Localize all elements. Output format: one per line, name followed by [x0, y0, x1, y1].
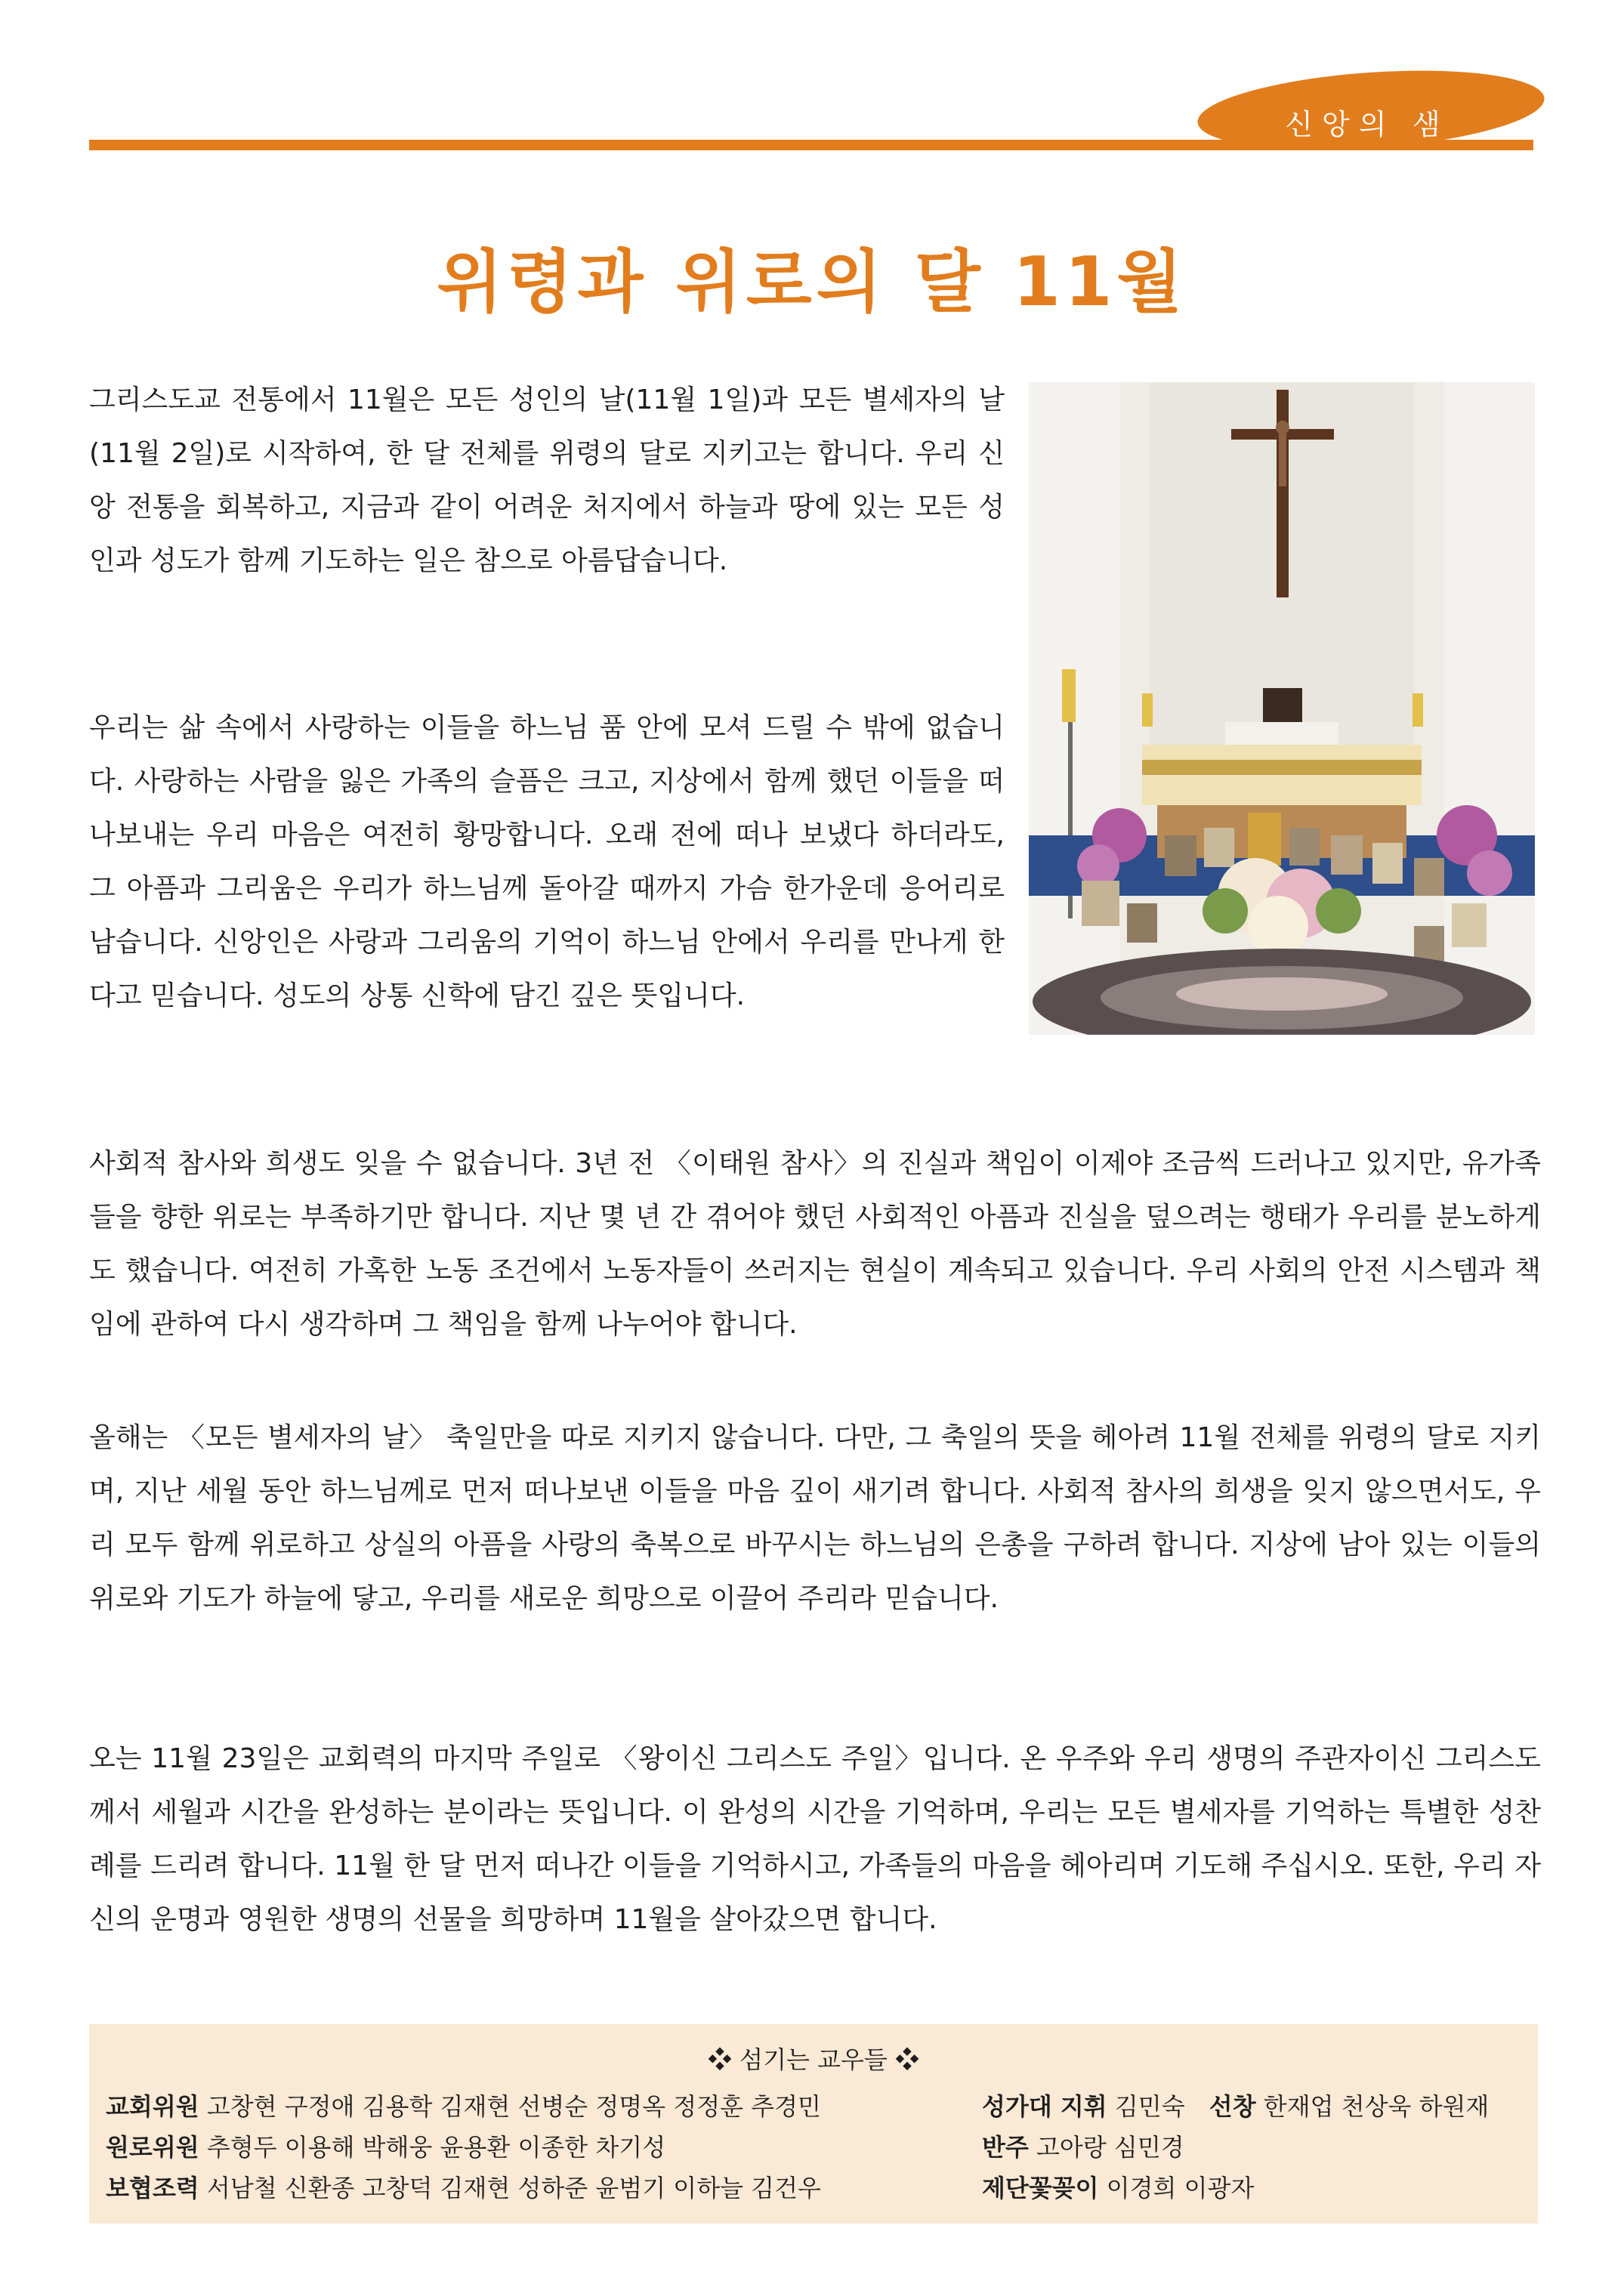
role-names: 고아랑 심민경 [1036, 2133, 1184, 2162]
servers-row-left-3 [106, 2169, 821, 2204]
servers-row-left-2 [106, 2128, 665, 2163]
paragraph-2: 우리는 삶 속에서 사랑하는 이들을 하느님 품 안에 모셔 드릴 수 밖에 없습니다. 사랑하는 사람을 잃은 가족의 슬픔은 크고, 지상에서 함께 했던 이들을 떠나보내는 우리 마음은 여전히 황망합니다. 오래 전에 떠나 보냈다 하더라도, 그 아픔과 그리움은 우리가 하느님께 돌아갈 때까지 가슴 한가운데 응어리로 남습니다. 신앙인은 사랑과 그리움의 기억이 하느님 안에서 우리를 만나게 한다고 믿습니다. 성도의 상통 신학에 담긴 깊은 뜻입니다. [89, 712, 1005, 1011]
servers-row-left-1 [106, 2088, 821, 2122]
altar-photo [1029, 382, 1535, 1035]
role-label: 반주 [982, 2133, 1029, 2162]
role-names: 서남철 신환종 고창덕 김재현 성하준 윤범기 이하늘 김건우 [206, 2174, 821, 2202]
paragraph-3: 사회적 참사와 희생도 잊을 수 없습니다. 3년 전 〈이태원 참사〉의 진실과 책임이 이제야 조금씩 드러나고 있지만, 유가족들을 향한 위로는 부족하기만 합니다. 지난 몇 년 간 겪어야 했던 사회적인 아픔과 진실을 덮으려는 행태가 우리를 분노하게도 했습니다. 여전히 가혹한 노동 조건에서 노동자들이 쓰러지는 현실이 계속되고 있습니다. 우리 사회의 안전 시스템과 책임에 관하여 다시 생각하며 그 책임을 함께 나누어야 합니다. [89, 1148, 1541, 1340]
role-label: 제단꽃꽂이 [982, 2174, 1099, 2202]
role-label: 선창 [1209, 2092, 1256, 2121]
role-label: 성가대 지휘 [982, 2092, 1107, 2121]
servers-row-right-3 [982, 2169, 1254, 2204]
article-title: 위령과 위로의 달 11월 [437, 242, 1187, 322]
role-label: 교회위원 [106, 2092, 199, 2121]
servers-row-right-2 [982, 2128, 1184, 2163]
paragraph-4: 올해는 〈모든 별세자의 날〉 축일만을 따로 지키지 않습니다. 다만, 그 축일의 뜻을 헤아려 11월 전체를 위령의 달로 지키며, 지난 세월 동안 하느님께로 먼저 떠나보낸 이들을 마음 깊이 새기려 합니다. 사회적 참사의 희생을 잊지 않으면서도, 우리 모두 함께 위로하고 상실의 아픔을 사랑의 축복으로 바꾸시는 하느님의 은총을 구하려 합니다. 지상에 남아 있는 이들의 위로와 기도가 하늘에 닿고, 우리를 새로운 희망으로 이끌어 주리라 믿습니다. [89, 1422, 1541, 1614]
role-label: 원로위원 [106, 2133, 199, 2162]
servers-box [89, 2024, 1538, 2224]
servers-row-right-1 [982, 2088, 1489, 2122]
role-label: 보협조력 [106, 2174, 199, 2202]
role-names: 김민숙 [1114, 2092, 1185, 2121]
section-label: 신앙의 샘 [1285, 110, 1450, 141]
altar-illustration [1029, 382, 1535, 1035]
role-names: 이경희 이광자 [1106, 2174, 1255, 2202]
paragraph-1: 그리스도교 전통에서 11월은 모든 성인의 날(11월 1일)과 모든 별세자의 날(11월 2일)로 시작하여, 한 달 전체를 위령의 달로 지키고는 합니다. 우리 신앙 전통을 회복하고, 지금과 같이 어려운 처지에서 하늘과 땅에 있는 모든 성인과 성도가 함께 기도하는 일은 참으로 아름답습니다. [89, 384, 1005, 576]
paragraph-5: 오는 11월 23일은 교회력의 마지막 주일로 〈왕이신 그리스도 주일〉입니다. 온 우주와 우리 생명의 주관자이신 그리스도께서 세월과 시간을 완성하는 분이라는 뜻입니다. 이 완성의 시간을 기억하며, 우리는 모든 별세자를 기억하는 특별한 성찬례를 드리려 합니다. 11월 한 달 먼저 떠나간 이들을 기억하시고, 가족들의 마음을 헤아리며 기도해 주십시오. 또한, 우리 자신의 운명과 영원한 생명의 선물을 희망하며 11월을 살아갔으면 합니다. [89, 1743, 1541, 1935]
servers-title: ❖ 섬기는 교우들 ❖ [708, 2045, 919, 2074]
role-names: 한재업 천상욱 하원재 [1263, 2092, 1490, 2121]
role-names: 고창현 구정애 김용학 김재현 선병순 정명옥 정정훈 추경민 [206, 2092, 821, 2121]
role-names: 추형두 이용해 박해웅 윤용환 이종한 차기성 [206, 2133, 666, 2162]
